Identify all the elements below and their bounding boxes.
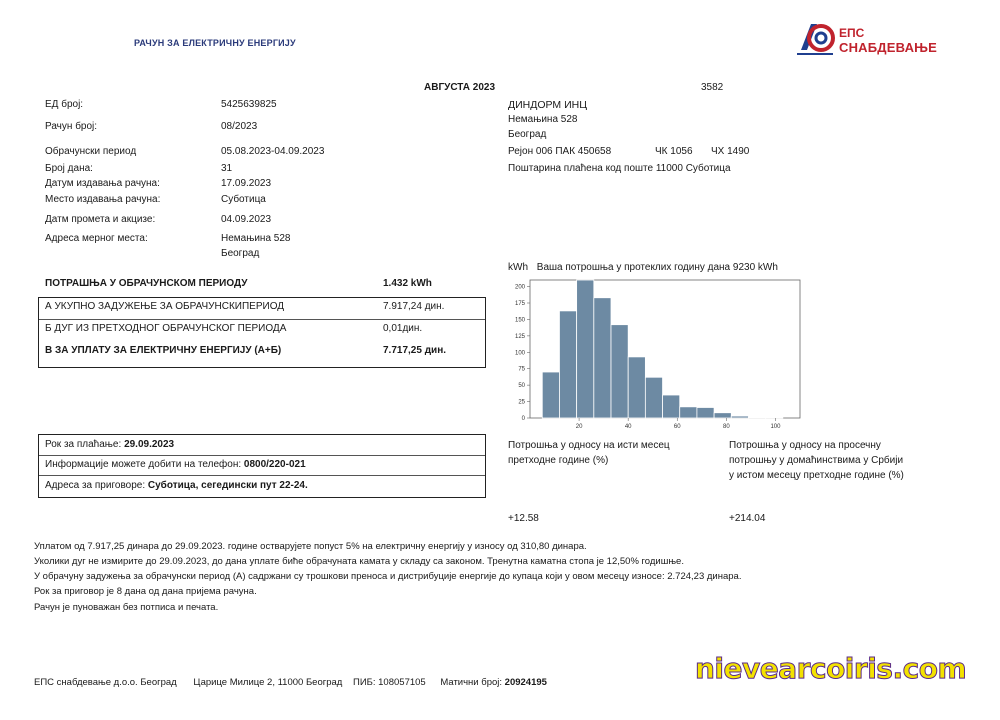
y-tick-label: 25 <box>518 399 525 406</box>
y-tick-label: 0 <box>521 416 525 422</box>
histogram-bar <box>542 372 559 418</box>
y-tick-label: 75 <box>518 366 525 373</box>
comparison-prev-year-value: +12.58 <box>508 513 539 524</box>
y-tick-label: 125 <box>514 333 525 340</box>
charge-label: В ЗА УПЛАТУ ЗА ЕЛЕКТРИЧНУ ЕНЕРГИЈУ (А+Б) <box>45 345 282 356</box>
payment-complaint <box>45 480 308 491</box>
charge-value: 0,01дин. <box>383 323 423 334</box>
watermark: nievearcoiris.com <box>695 652 967 685</box>
histogram-bar <box>594 298 611 418</box>
payment-due-label: Рок за плаћање: <box>45 439 125 450</box>
histogram-bar <box>714 413 731 418</box>
histogram-bar <box>645 377 662 418</box>
note-interest: Уколики дуг не измирите до 29.09.2023, до дана уплате биће обрачуната камата у складу са законом. Тренутна каматна стопа је 12,50% годишње. <box>34 556 684 567</box>
payment-complaint-label: Адреса за приговоре: <box>45 480 148 491</box>
customer-postage: Поштарина плаћена код поште 11000 Суботица <box>508 163 731 174</box>
x-tick-label: 20 <box>575 424 583 430</box>
charge-label: Б ДУГ ИЗ ПРЕТХОДНОГ ОБРАЧУНСКОГ ПЕРИОДА <box>45 323 287 334</box>
payment-divider <box>39 455 485 456</box>
info-label-days: Број дана: <box>45 163 93 174</box>
customer-cx: ЧХ 1490 <box>711 146 750 157</box>
note-discount: Уплатом од 7.917,25 динара до 29.09.2023. године остварујете попуст 5% на електричну енергију у износу од 310,80 динара. <box>34 541 587 552</box>
histogram-bar <box>628 357 645 418</box>
info-value-ed: 5425639825 <box>221 99 277 110</box>
histogram-bar <box>731 416 748 418</box>
histogram-bar <box>577 280 594 418</box>
info-value-days: 31 <box>221 163 233 174</box>
payment-phone-label: Информације можете добити на телефон: <box>45 459 244 470</box>
chart-header <box>508 262 778 273</box>
y-tick-label: 200 <box>514 284 525 291</box>
note-transmission: У обрачуну задужења за обрачунски период (А) садржани су трошкови преноса и дистрибуције енергије до купаца који у овом месецу износе: 2.724,23 динара. <box>34 571 742 582</box>
x-tick-label: 40 <box>624 424 632 430</box>
payment-due-value: 29.09.2023 <box>124 439 175 450</box>
billing-month: АВГУСТА 2023 <box>424 82 496 93</box>
info-value-issue-place: Суботица <box>221 194 266 205</box>
histogram-bar <box>697 407 714 418</box>
y-tick-label: 150 <box>514 317 525 324</box>
info-value-invoice: 08/2023 <box>221 121 258 132</box>
info-value-meter-city: Београд <box>221 248 260 259</box>
customer-street: Немањина 528 <box>508 114 578 125</box>
customer-ck: ЧК 1056 <box>655 146 693 157</box>
charge-row-total <box>45 298 479 318</box>
comparison-average-text: Потрошња у односу на просечну потрошњу у домаћинствима у Србији у истом месецу претходне године (%) <box>729 440 904 481</box>
charges-box <box>38 297 486 368</box>
note-complaint: Рок за приговор је 8 дана од дана пријема рачуна. <box>34 586 257 597</box>
histogram-bar <box>748 417 765 418</box>
charge-value: 7.717,25 дин. <box>383 345 447 356</box>
histogram-bar <box>559 311 576 418</box>
charge-value: 7.917,24 дин. <box>383 301 445 312</box>
payment-due <box>45 439 174 450</box>
footer-mb-label: Матични број: <box>440 677 505 688</box>
footer-address: Царице Милице 2, 11000 Београд <box>193 677 343 688</box>
chart-title: Ваша потрошња у протеклих годину дана 9230 kWh <box>536 262 778 273</box>
consumption-histogram <box>508 276 804 436</box>
charge-label: А УКУПНО ЗАДУЖЕЊЕ ЗА ОБРАЧУНСКИПЕРИОД <box>45 301 285 312</box>
info-label-ed: ЕД број: <box>45 99 84 110</box>
histogram-bar <box>611 325 628 418</box>
footer-pib: ПИБ: 108057105 <box>352 677 426 688</box>
info-value-trade-date: 04.09.2023 <box>221 214 272 225</box>
customer-name: ДИНДОРМ ИНЦ <box>508 99 587 111</box>
info-label-issue-place: Место издавања рачуна: <box>45 194 161 205</box>
x-tick-label: 60 <box>673 424 681 430</box>
histogram-bar <box>680 407 697 418</box>
document-title: РАЧУН ЗА ЕЛЕКТРИЧНУ ЕНЕРГИЈУ <box>134 38 296 48</box>
customer-region: Рејон 006 ПАК 450658 <box>508 146 612 157</box>
chart-ylabel: kWh <box>508 262 528 273</box>
comparison-average-value: +214.04 <box>729 513 766 524</box>
payment-phone <box>45 459 306 470</box>
payment-info-box <box>38 434 486 498</box>
info-label-issue-date: Датум издавања рачуна: <box>45 178 160 189</box>
consumption-value: 1.432 kWh <box>383 278 432 289</box>
document-number: 3582 <box>701 82 724 93</box>
logo-text-eps: ЕПС <box>839 26 865 40</box>
info-value-meter-address: Немањина 528 <box>221 233 291 244</box>
info-label-invoice: Рачун број: <box>45 121 98 132</box>
y-tick-label: 100 <box>514 350 525 357</box>
y-tick-label: 50 <box>518 383 525 390</box>
logo-text-snabdevanje: СНАБДЕВАЊЕ <box>839 40 938 55</box>
x-tick-label: 100 <box>770 424 781 430</box>
footer <box>34 677 547 688</box>
info-value-period: 05.08.2023-04.09.2023 <box>221 146 325 157</box>
footer-mb-value: 20924195 <box>504 677 547 688</box>
note-validity: Рачун је пуноважан без потписа и печата. <box>34 602 219 613</box>
info-value-issue-date: 17.09.2023 <box>221 178 272 189</box>
payment-complaint-value: Суботица, сегедински пут 22-24. <box>147 480 308 491</box>
customer-city: Београд <box>508 129 547 140</box>
histogram-bar <box>663 395 680 418</box>
charge-row-debt <box>45 320 479 340</box>
x-tick-label: 80 <box>723 424 730 430</box>
info-label-trade-date: Датм промета и акцизе: <box>45 214 156 225</box>
payment-phone-value: 0800/220-021 <box>243 459 306 470</box>
y-tick-label: 175 <box>514 301 525 307</box>
charge-row-payable <box>45 342 479 362</box>
payment-divider <box>39 475 485 476</box>
footer-company: ЕПС снабдевање д.о.о. Београд <box>34 677 177 688</box>
eps-logo-icon <box>797 20 835 56</box>
info-label-meter-address: Адреса мерног места: <box>45 233 148 244</box>
comparison-prev-year-text: Потрошња у односу на исти месец претходне године (%) <box>508 440 670 466</box>
info-label-period: Обрачунски период <box>45 146 137 157</box>
eps-logo <box>797 20 947 60</box>
histogram-bar <box>766 417 783 418</box>
consumption-label: ПОТРАШЊА У ОБРАЧУНСКОМ ПЕРИОДУ <box>45 278 248 289</box>
